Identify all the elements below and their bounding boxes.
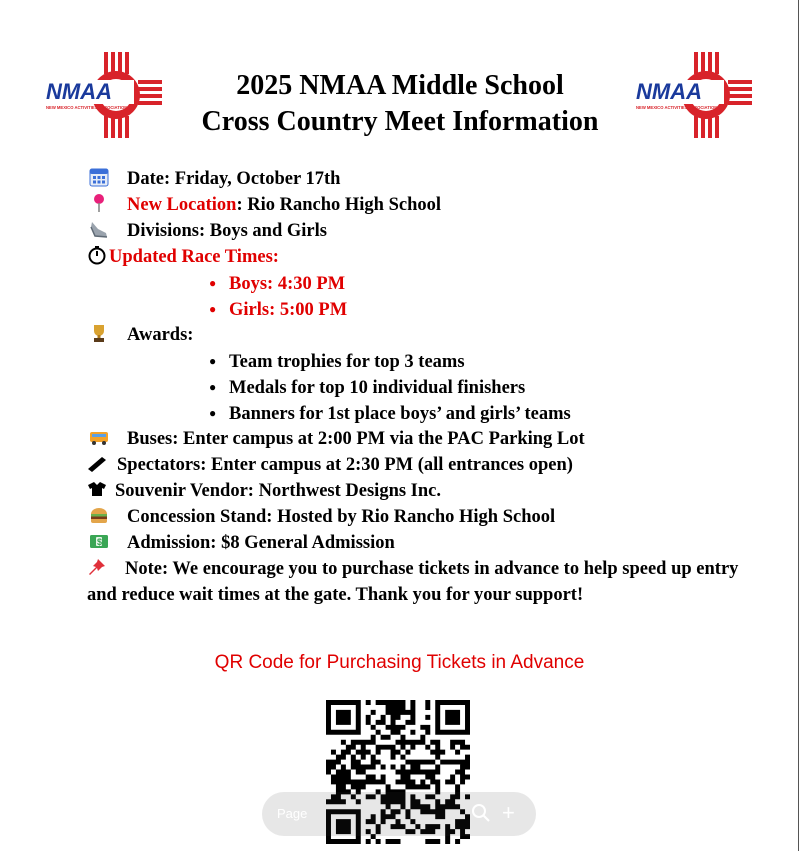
spectators-row bbox=[87, 452, 739, 478]
title-line-2: Cross Country Meet Information bbox=[201, 106, 599, 137]
shirt-icon bbox=[87, 479, 109, 499]
svg-text:$: $ bbox=[97, 537, 103, 547]
svg-text:NEW MEXICO ACTIVITIES ASSOCIAT: NEW MEXICO ACTIVITIES ASSOCIATION bbox=[636, 105, 718, 110]
zia-logo-icon bbox=[632, 52, 752, 138]
page-toolbar bbox=[262, 792, 536, 836]
magnifier-icon[interactable] bbox=[470, 802, 492, 824]
location-value: : Rio Rancho High School bbox=[236, 195, 442, 215]
award-item: ● Team trophies for top 3 teams bbox=[209, 352, 465, 372]
award-item: ● Banners for 1st place boys’ and girls’ teams bbox=[209, 404, 571, 424]
svg-text:NMAA: NMAA bbox=[46, 79, 112, 104]
location-row bbox=[89, 192, 739, 218]
header bbox=[0, 46, 799, 146]
stopwatch-icon bbox=[87, 245, 105, 265]
concession-text: Concession Stand: Hosted by Rio Rancho High School bbox=[127, 507, 556, 527]
bus-icon bbox=[89, 427, 113, 447]
note-row bbox=[87, 556, 739, 608]
meet-info bbox=[89, 166, 739, 608]
spectators-text: Spectators: Enter campus at 2:30 PM (all entrances open) bbox=[117, 455, 573, 475]
zoom-in-button[interactable]: + bbox=[502, 800, 515, 825]
calendar-icon bbox=[89, 167, 113, 187]
concession-row bbox=[89, 504, 739, 530]
race-times-label: Updated Race Times: bbox=[109, 247, 279, 267]
location-label: New Location bbox=[127, 195, 237, 215]
award-item: ● Medals for top 10 individual finishers bbox=[209, 378, 526, 398]
location-pin-icon bbox=[89, 193, 113, 213]
race-time-item: ● Girls: 5:00 PM bbox=[209, 300, 348, 320]
admission-row bbox=[89, 530, 739, 556]
nmaa-logo-left bbox=[42, 52, 162, 138]
trophy-icon bbox=[89, 323, 113, 343]
svg-text:NMAA: NMAA bbox=[636, 79, 702, 104]
title-line-1: 2025 NMAA Middle School bbox=[236, 70, 564, 101]
zia-logo-icon bbox=[42, 52, 162, 138]
burger-icon bbox=[89, 505, 113, 525]
race-times-row bbox=[87, 244, 739, 270]
pushpin-icon bbox=[87, 557, 111, 577]
ticket-icon bbox=[87, 453, 111, 473]
note-text: Note: We encourage you to purchase tickets in advance to help speed up entry and reduce wait times at the gate. Thank you for your support! bbox=[87, 559, 739, 605]
shoe-icon bbox=[89, 219, 113, 239]
buses-row bbox=[89, 426, 739, 452]
qr-caption: QR Code for Purchasing Tickets in Advance bbox=[214, 652, 585, 673]
awards-label: Awards: bbox=[127, 325, 194, 345]
buses-text: Buses: Enter campus at 2:00 PM via the PAC Parking Lot bbox=[127, 429, 585, 449]
page-title bbox=[160, 68, 640, 140]
divisions-row bbox=[89, 218, 739, 244]
awards-row bbox=[89, 322, 739, 348]
money-icon bbox=[89, 531, 113, 551]
vendor-row bbox=[87, 478, 739, 504]
vendor-text: Souvenir Vendor: Northwest Designs Inc. bbox=[115, 481, 442, 501]
divisions-text: Divisions: Boys and Girls bbox=[127, 221, 327, 241]
date-row bbox=[89, 166, 739, 192]
nmaa-logo-right bbox=[632, 52, 752, 138]
svg-text:NEW MEXICO ACTIVITIES ASSOCIAT: NEW MEXICO ACTIVITIES ASSOCIATION bbox=[46, 105, 128, 110]
admission-text: Admission: $8 General Admission bbox=[127, 533, 395, 553]
page-label: Page bbox=[277, 806, 308, 821]
race-time-item: ● Boys: 4:30 PM bbox=[209, 274, 346, 294]
date-text: Date: Friday, October 17th bbox=[127, 169, 341, 189]
